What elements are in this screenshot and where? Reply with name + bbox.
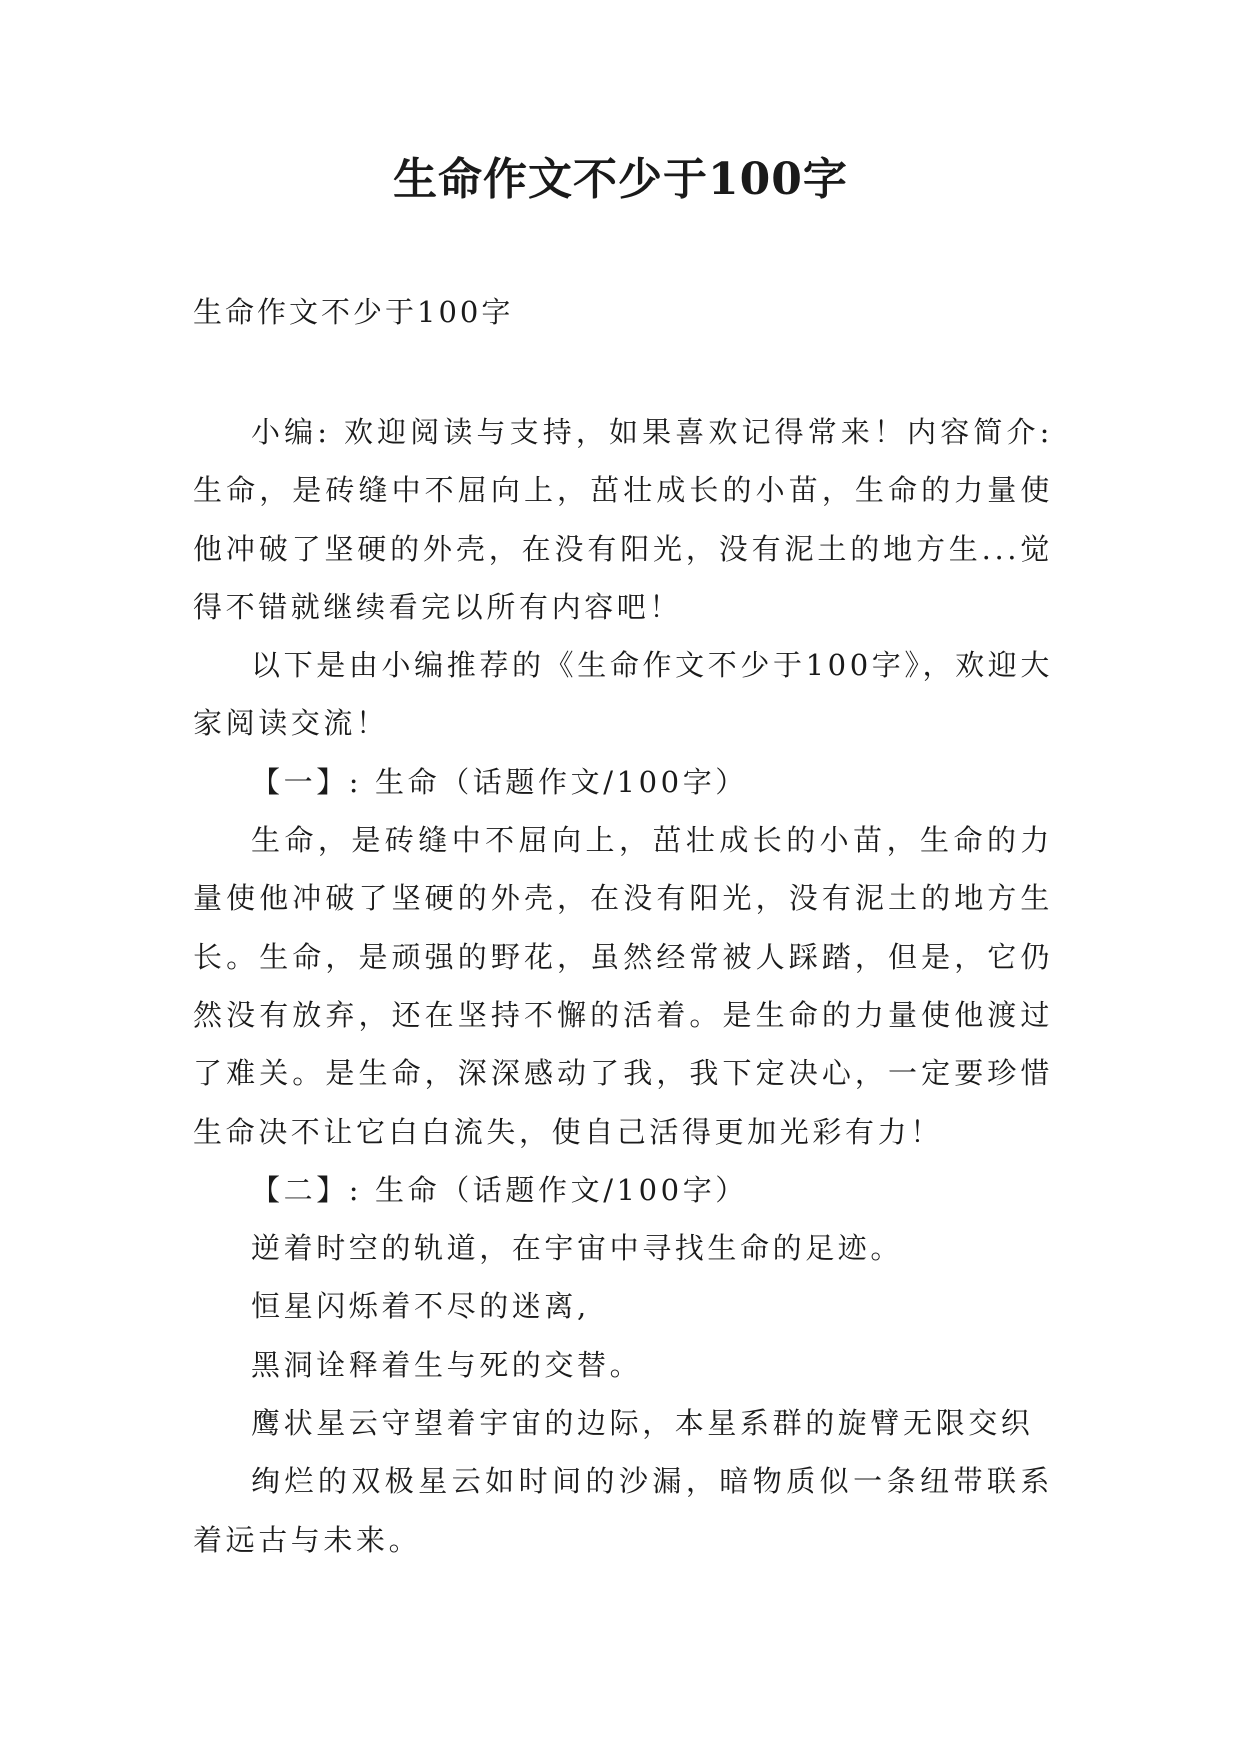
section-heading-two: 【二】: 生命（话题作文/100字） bbox=[251, 1172, 748, 1207]
paragraph-recommend: 以下是由小编推荐的《生命作文不少于100字》，欢迎大家阅读交流！ bbox=[193, 648, 1053, 741]
paragraph-essay-two-line-2: 恒星闪烁着不尽的迷离, bbox=[251, 1289, 590, 1324]
section-heading-one: 【一】: 生命（话题作文/100字） bbox=[251, 764, 748, 799]
paragraph-essay-two-line-3: 黑洞诠释着生与死的交替。 bbox=[251, 1347, 643, 1382]
paragraph-intro: 小编: 欢迎阅读与支持，如果喜欢记得常来！内容简介: 生命，是砖缝中不屈向上，茁壮成长的小苗，生命的力量使他冲破了坚硬的外壳，在没有阳光，没有泥土的地方生...觉得不错就继续看完以所有内容吧！ bbox=[193, 415, 1053, 624]
document-subtitle: 生命作文不少于100字 bbox=[193, 295, 514, 329]
document-title: 生命作文不少于100字 bbox=[393, 154, 848, 205]
document-body bbox=[193, 403, 1053, 1569]
paragraph-essay-one: 生命，是砖缝中不屈向上，茁壮成长的小苗，生命的力量使他冲破了坚硬的外壳，在没有阳光，没有泥土的地方生长。生命，是顽强的野花，虽然经常被人踩踏，但是，它仍然没有放弃，还在坚持不懈的活着。是生命的力量使他渡过了难关。是生命，深深感动了我，我下定决心，一定要珍惜生命决不让它白白流失，使自己活得更加光彩有力！ bbox=[193, 823, 1053, 1149]
paragraph-essay-two-line-5: 绚烂的双极星云如时间的沙漏，暗物质似一条纽带联系着远古与未来。 bbox=[193, 1464, 1053, 1557]
paragraph-essay-two-line-1: 逆着时空的轨道，在宇宙中寻找生命的足迹。 bbox=[251, 1231, 904, 1266]
paragraph-essay-two-line-4: 鹰状星云守望着宇宙的边际，本星系群的旋臂无限交织 bbox=[251, 1406, 1034, 1441]
